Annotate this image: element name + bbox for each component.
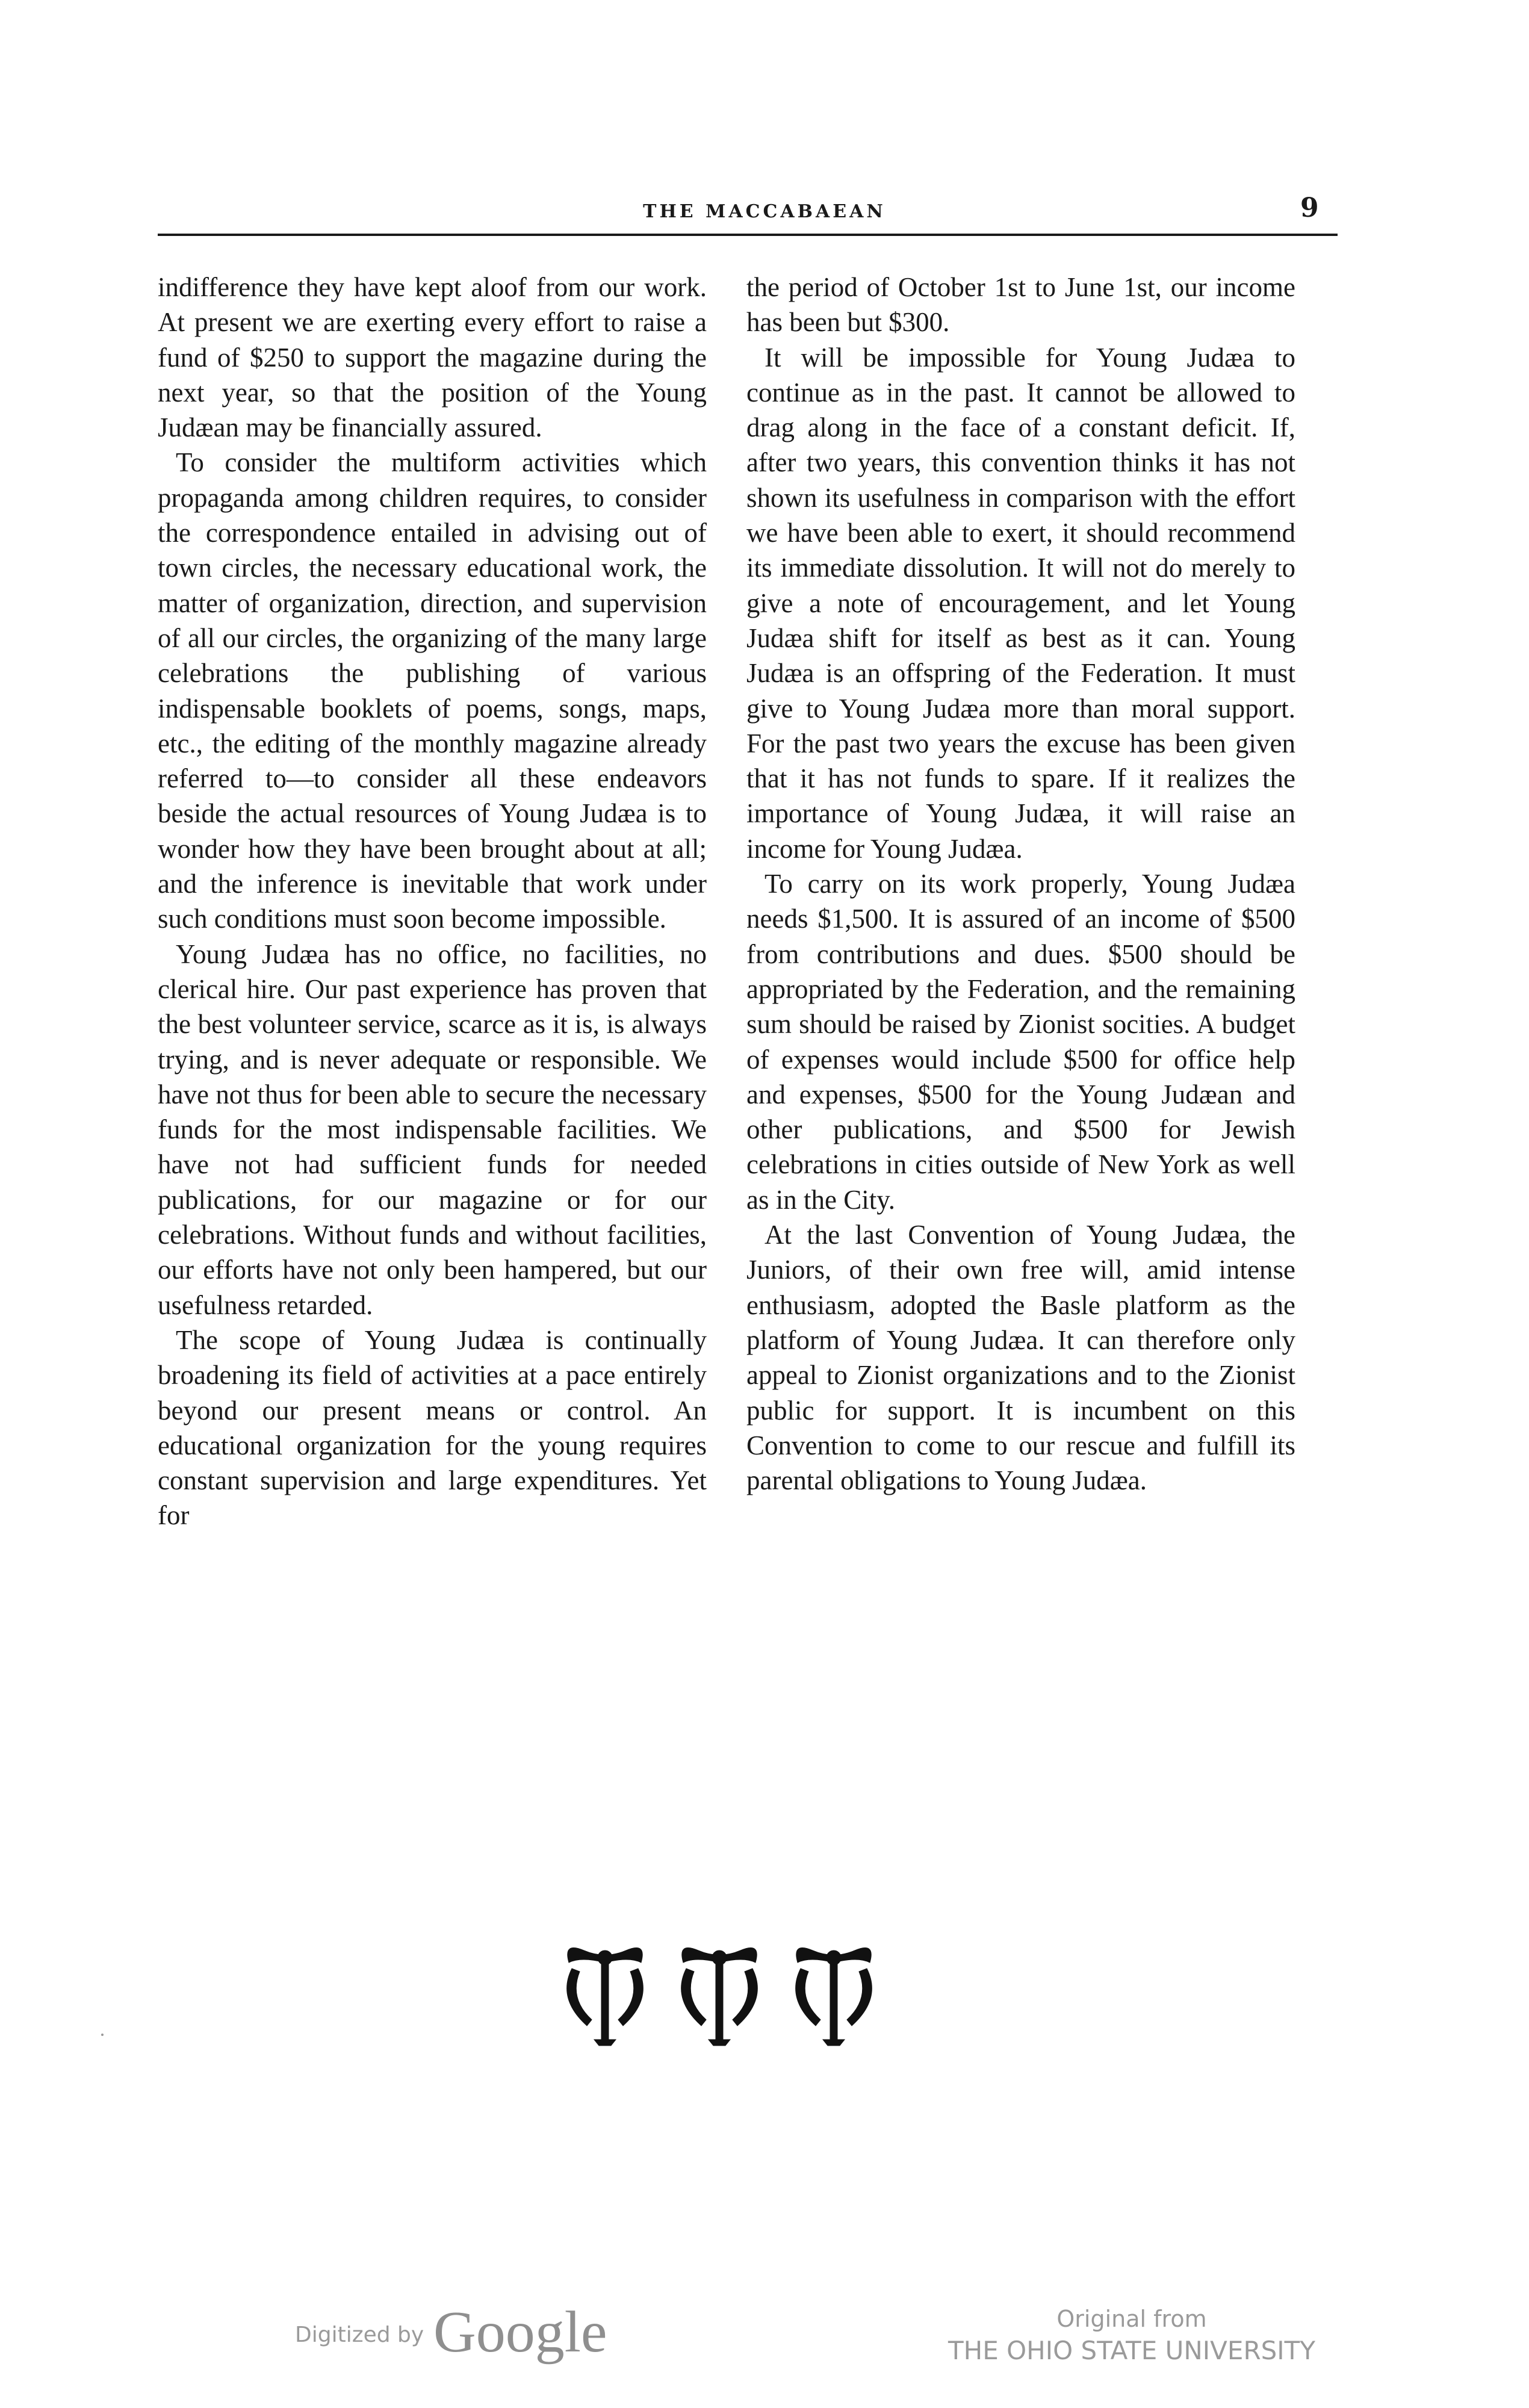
left-paragraph-4: The scope of Young Judæa is continually broadening its field of activities at a pace entirely beyond our present means or control. An educational organization for the young requires constant supervision and large expenditures. Yet for [158,1324,707,1531]
right-paragraph-4: At the last Convention of Young Judæa, the Juniors, of their own free will, amid intense enthusiasm, adopted the Basle platform as the platform of Young Judæa. It can therefore only appeal to Zionist organizations and to the Zionist public for support. It is incumbent on this Convention to come to our rescue and fulfill its parental obligations to Young Judæa. [746,1220,1295,1496]
right-paragraph-1: the period of October 1st to June 1st, our income has been but $300. [746,272,1295,338]
university-label: THE OHIO STATE UNIVERSITY [948,2336,1315,2365]
page-number: 9 [1300,193,1319,223]
digitized-by-label: Digitized by [295,2323,424,2347]
right-paragraph-3: To carry on its work properly, Young Judæa needs $1,500. It is assured of an income of $500 from contributions and dues. $500 should be appropriated by the Federation, and the remaining sum should be raised by Zionist socities. A budget of expenses would include $500 for office help and expenses, $500 for the Young Judæan and other publications, and $500 for Jewish celebrations in cities outside of New York as well as in the City. [746,869,1295,1215]
left-paragraph-2: To consider the multiform activities which propaganda among children requires, to consider the correspondence entailed in advising out of town circles, the necessary educational work, the matter of organization, direction, and supervision of all our circles, the organizing of the many large celebrations the publishing of various indispensable booklets of poems, songs, maps, etc., the editing of the monthly magazine already referred to—to consider all these endeavors beside the actual resources of Young Judæa is to wonder how they have been brought about at all; and the inference is inevitable that work under such conditions must soon become impossible. [158,447,707,934]
original-from-label: Original from [1056,2306,1207,2332]
wreath-ornament [554,1944,885,2047]
running-header-title: THE MACCABAEAN [643,201,886,222]
left-paragraph-1: indifference they have kept aloof from our work. At present we are exerting every effort to raise a fund of $250 to support the magazine during the next year, so that the position of the Young Judæan may be financially assured. [158,272,707,443]
google-logo: Google [433,2300,607,2365]
scan-speck [101,2034,104,2036]
left-paragraph-3: Young Judæa has no office, no facilities, no clerical hire. Our past experience has proven that the best volunteer service, scarce as it is, is always trying, and is never adequate or responsible. We have not thus for been able to secure the necessary funds for the most indispensable facilities. We have not had sufficient funds for needed publications, for our magazine or for our celebrations. Without funds and without facilities, our efforts have not only been hampered, but our usefulness retarded. [158,939,707,1320]
header-rule [158,234,1338,236]
left-column [158,270,707,1533]
right-column [746,270,1295,1498]
right-paragraph-2: It will be impossible for Young Judæa to continue as in the past. It cannot be allowed to drag along in the face of a constant deficit. If, after two years, this convention thinks it has not shown its usefulness in comparison with the effort we have been able to exert, it should recommend its immediate dissolution. It will not do merely to give a note of encouragement, and let Young Judæa shift for itself as best as it can. Young Judæa is an offspring of the Federation. It must give to Young Judæa more than moral support. For the past two years the excuse has been given that it has not funds to spare. If it realizes the importance of Young Judæa, it will raise an income for Young Judæa. [746,342,1295,864]
